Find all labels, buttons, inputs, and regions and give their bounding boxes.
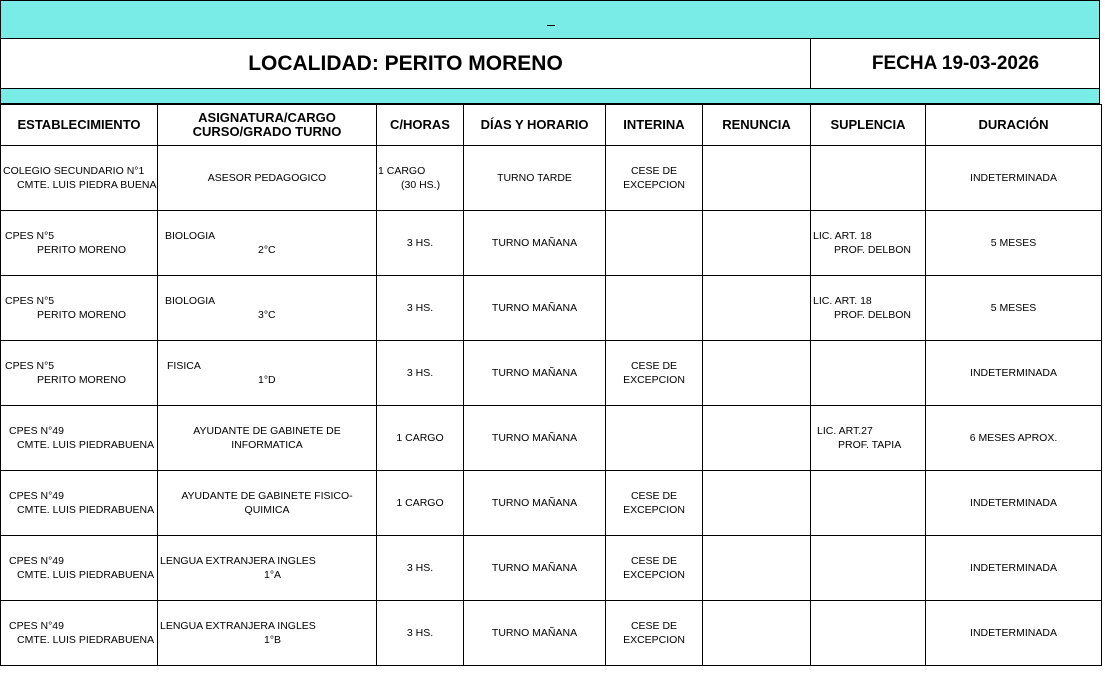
interina-line2: EXCEPCION (623, 504, 685, 516)
suplencia-line2: PROF. DELBON (834, 244, 912, 256)
interina-cell (606, 341, 703, 406)
interina-cell (606, 601, 703, 666)
suplencia-cell (811, 406, 926, 471)
establecimiento-line1: CPES N°5 (5, 230, 55, 242)
asignatura-cell (158, 211, 377, 276)
establecimiento-line2: CMTE. LUIS PIEDRABUENA (17, 634, 155, 646)
horas-line1: 3 HS. (406, 302, 434, 314)
col-header-duracion: DURACIÓN (926, 105, 1102, 146)
renuncia-cell (703, 536, 811, 601)
duracion-cell: INDETERMINADA (926, 471, 1102, 536)
horas-line1: 1 CARGO (378, 165, 426, 177)
fecha-label: FECHA 19-03-2026 (871, 52, 1040, 74)
interina-line2: EXCEPCION (623, 634, 685, 646)
horario-cell: TURNO MAÑANA (464, 406, 606, 471)
renuncia-cell (703, 471, 811, 536)
asignatura-cell (158, 406, 377, 471)
interina-line1: CESE DE (630, 165, 678, 177)
interina-line1: CESE DE (630, 555, 678, 567)
suplencia-cell (811, 601, 926, 666)
asignatura-line1: FISICA (167, 360, 201, 372)
interina-cell (606, 471, 703, 536)
duracion-cell: INDETERMINADA (926, 536, 1102, 601)
asignatura-cell (158, 601, 377, 666)
suplencia-line1: LIC. ART. 18 (813, 230, 872, 242)
asignatura-cell (158, 536, 377, 601)
suplencia-cell (811, 471, 926, 536)
establecimiento-line2: PERITO MORENO (37, 374, 127, 386)
vacancy-table (0, 104, 1102, 666)
renuncia-cell (703, 341, 811, 406)
horas-cell (377, 601, 464, 666)
horas-line1: 3 HS. (406, 367, 434, 379)
horas-line2: (30 HS.) (401, 179, 441, 191)
establecimiento-cell (1, 471, 158, 536)
col-header-asignatura-line1: ASIGNATURA/CARGO (198, 110, 336, 125)
horario-cell: TURNO MAÑANA (464, 276, 606, 341)
asignatura-line1: ASESOR PEDAGOGICO (207, 172, 327, 184)
establecimiento-line1: CPES N°5 (5, 360, 55, 372)
col-header-interina: INTERINA (606, 105, 703, 146)
establecimiento-cell (1, 276, 158, 341)
table-row (1, 276, 1102, 341)
renuncia-cell (703, 146, 811, 211)
asignatura-cell (158, 146, 377, 211)
asignatura-cell (158, 471, 377, 536)
interina-line2: EXCEPCION (623, 179, 685, 191)
col-header-renuncia: RENUNCIA (703, 105, 811, 146)
horario-cell: TURNO MAÑANA (464, 211, 606, 276)
renuncia-cell (703, 211, 811, 276)
establecimiento-cell (1, 406, 158, 471)
asignatura-line1: LENGUA EXTRANJERA INGLES (160, 620, 316, 632)
suplencia-line2: PROF. DELBON (834, 309, 912, 321)
interina-cell (606, 406, 703, 471)
horas-line1: 3 HS. (406, 627, 434, 639)
duracion-cell: INDETERMINADA (926, 601, 1102, 666)
table-row (1, 341, 1102, 406)
interina-cell (606, 276, 703, 341)
horas-cell (377, 536, 464, 601)
header-band (0, 0, 1100, 39)
asignatura-line2: 2°C (258, 244, 276, 256)
suplencia-line2: PROF. TAPIA (838, 439, 902, 451)
horas-cell (377, 146, 464, 211)
establecimiento-line1: CPES N°5 (5, 295, 55, 307)
establecimiento-cell (1, 146, 158, 211)
suplencia-cell (811, 276, 926, 341)
top-mark (547, 25, 555, 26)
table-row (1, 471, 1102, 536)
horas-line1: 3 HS. (406, 562, 434, 574)
duracion-cell: INDETERMINADA (926, 341, 1102, 406)
horas-line1: 1 CARGO (396, 497, 444, 509)
table-row (1, 211, 1102, 276)
horario-cell: TURNO MAÑANA (464, 601, 606, 666)
asignatura-line2: 1°B (264, 634, 282, 646)
establecimiento-cell (1, 341, 158, 406)
establecimiento-cell (1, 601, 158, 666)
establecimiento-line1: COLEGIO SECUNDARIO N°1 (3, 165, 145, 177)
table-row (1, 536, 1102, 601)
col-header-asignatura (158, 105, 377, 146)
table-row (1, 601, 1102, 666)
establecimiento-cell (1, 536, 158, 601)
establecimiento-line1: CPES N°49 (9, 425, 64, 437)
establecimiento-line2: CMTE. LUIS PIEDRABUENA (17, 504, 155, 516)
establecimiento-line1: CPES N°49 (9, 490, 64, 502)
horario-cell: TURNO MAÑANA (464, 471, 606, 536)
asignatura-line1: AYUDANTE DE GABINETE FISICO- QUIMICA (181, 490, 353, 516)
duracion-cell: 6 MESES APROX. (926, 406, 1102, 471)
col-header-suplencia: SUPLENCIA (811, 105, 926, 146)
renuncia-cell (703, 276, 811, 341)
asignatura-line1: BIOLOGIA (165, 295, 216, 307)
asignatura-line1: BIOLOGIA (165, 230, 216, 242)
suplencia-cell (811, 536, 926, 601)
interina-cell (606, 146, 703, 211)
horas-line1: 1 CARGO (396, 432, 444, 444)
asignatura-line1: LENGUA EXTRANJERA INGLES (160, 555, 316, 567)
establecimiento-line2: CMTE. LUIS PIEDRA BUENA (17, 179, 157, 191)
horas-line1: 3 HS. (406, 237, 434, 249)
suplencia-cell (811, 146, 926, 211)
horas-cell (377, 211, 464, 276)
establecimiento-line1: CPES N°49 (9, 555, 64, 567)
horas-cell (377, 406, 464, 471)
interina-line1: CESE DE (630, 620, 678, 632)
table-row (1, 146, 1102, 211)
asignatura-cell (158, 276, 377, 341)
establecimiento-line2: PERITO MORENO (37, 309, 127, 321)
duracion-cell: INDETERMINADA (926, 146, 1102, 211)
establecimiento-line1: CPES N°49 (9, 620, 64, 632)
renuncia-cell (703, 601, 811, 666)
asignatura-line2: 3°C (258, 309, 276, 321)
horario-cell: TURNO MAÑANA (464, 536, 606, 601)
establecimiento-cell (1, 211, 158, 276)
asignatura-line1: AYUDANTE DE GABINETE DE INFORMATICA (193, 425, 341, 451)
duracion-cell: 5 MESES (926, 276, 1102, 341)
asignatura-line2: 1°A (264, 569, 282, 581)
localidad-title: LOCALIDAD: PERITO MORENO (1, 39, 811, 88)
suplencia-line1: LIC. ART.27 (817, 425, 873, 437)
interina-line1: CESE DE (630, 360, 678, 372)
horario-cell: TURNO MAÑANA (464, 341, 606, 406)
interina-line2: EXCEPCION (623, 374, 685, 386)
suplencia-line1: LIC. ART. 18 (813, 295, 872, 307)
establecimiento-line2: PERITO MORENO (37, 244, 127, 256)
table-header-row (1, 105, 1102, 146)
renuncia-cell (703, 406, 811, 471)
interina-line1: CESE DE (630, 490, 678, 502)
establecimiento-line2: CMTE. LUIS PIEDRABUENA (17, 439, 155, 451)
col-header-establecimiento: ESTABLECIMIENTO (1, 105, 158, 146)
col-header-horario: DÍAS Y HORARIO (464, 105, 606, 146)
separator-band (0, 89, 1100, 104)
asignatura-line2: 1°D (258, 374, 276, 386)
horas-cell (377, 341, 464, 406)
horas-cell (377, 276, 464, 341)
suplencia-cell (811, 211, 926, 276)
title-row (0, 39, 1100, 89)
duracion-cell: 5 MESES (926, 211, 1102, 276)
col-header-asignatura-line2: CURSO/GRADO TURNO (192, 124, 342, 139)
establecimiento-line2: CMTE. LUIS PIEDRABUENA (17, 569, 155, 581)
suplencia-cell (811, 341, 926, 406)
table-body (1, 146, 1102, 666)
horario-cell: TURNO TARDE (464, 146, 606, 211)
interina-cell (606, 211, 703, 276)
interina-cell (606, 536, 703, 601)
asignatura-cell (158, 341, 377, 406)
table-row (1, 406, 1102, 471)
col-header-horas: C/HORAS (377, 105, 464, 146)
interina-line2: EXCEPCION (623, 569, 685, 581)
horas-cell (377, 471, 464, 536)
